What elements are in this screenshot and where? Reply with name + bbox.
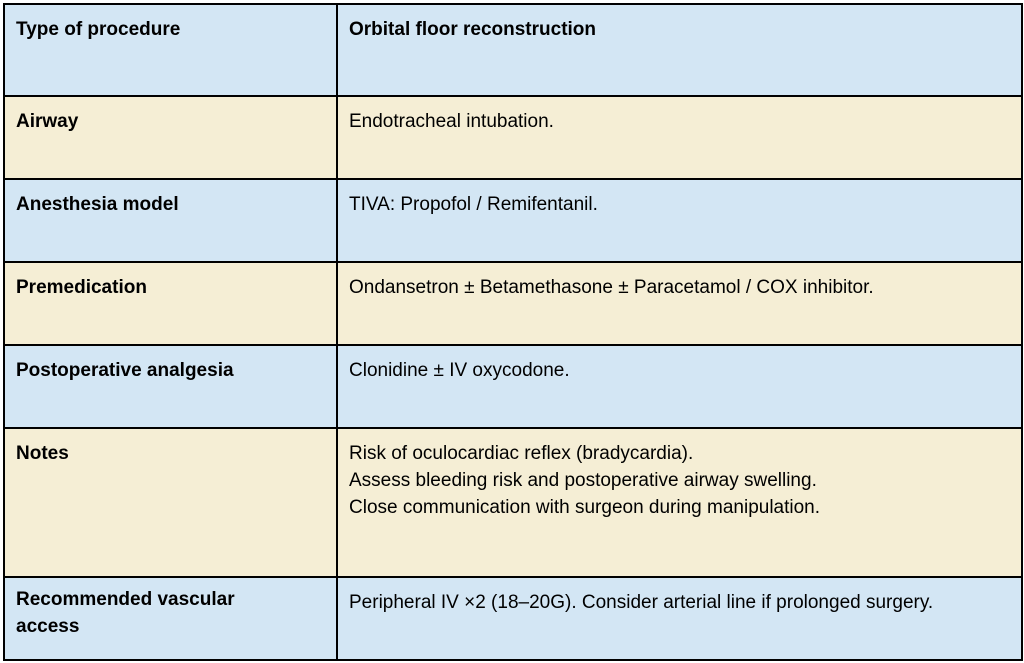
value-line: Peripheral IV ×2 (18–20G). Consider arterial line if prolonged surgery. [349,592,934,613]
table-row-vascular-access [4,577,1022,660]
table-row-postoperative-analgesia [4,345,1022,428]
row-label-airway: Airway [4,96,337,179]
label-line: access [16,616,80,637]
row-label-postoperative-analgesia: Postoperative analgesia [4,345,337,428]
value-line: Endotracheal intubation. [349,111,554,132]
notes-line: Risk of oculocardiac reflex (bradycardia). [349,443,694,464]
row-label-vascular-access [4,577,337,660]
table-row-premedication [4,262,1022,345]
row-value-airway [337,96,1022,179]
label-line: Recommended vascular [16,589,235,610]
row-value-premedication [337,262,1022,345]
row-label-anesthesia-model: Anesthesia model [4,179,337,262]
value-line: Clonidine ± IV oxycodone. [349,360,570,381]
value-line: TIVA: Propofol / Remifentanil. [349,194,598,215]
procedure-type-label: Type of procedure [4,4,337,96]
row-value-notes [337,428,1022,577]
table-row-anesthesia-model [4,179,1022,262]
value-line: Ondansetron ± Betamethasone ± Paracetamol / COX inhibitor. [349,277,874,298]
table-row-airway [4,96,1022,179]
procedure-title: Orbital floor reconstruction [337,4,1022,96]
notes-line: Assess bleeding risk and postoperative airway swelling. [349,470,817,491]
row-label-notes: Notes [4,428,337,577]
row-value-vascular-access [337,577,1022,660]
row-label-premedication: Premedication [4,262,337,345]
notes-line: Close communication with surgeon during manipulation. [349,497,821,518]
anesthesia-protocol-table [3,3,1023,661]
row-value-postoperative-analgesia [337,345,1022,428]
row-value-anesthesia-model [337,179,1022,262]
table-row-notes [4,428,1022,577]
table-header-row [4,4,1022,96]
